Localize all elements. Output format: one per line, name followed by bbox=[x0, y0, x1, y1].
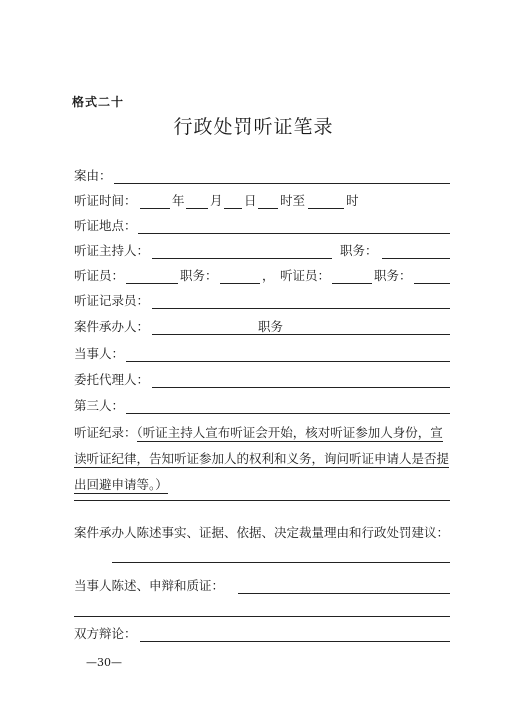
document-title: 行政处罚听证笔录 bbox=[173, 116, 334, 138]
case-handler-row bbox=[74, 317, 454, 337]
party-statement-field[interactable] bbox=[238, 593, 450, 594]
debate-field[interactable] bbox=[140, 641, 450, 642]
case-handler-position-label: 职务 bbox=[258, 319, 284, 334]
debate-label: 双方辩论： bbox=[74, 626, 137, 641]
officer2-field[interactable] bbox=[332, 283, 372, 284]
third-party-label: 第三人： bbox=[74, 398, 125, 413]
party-label: 当事人： bbox=[74, 346, 125, 361]
officer1-field[interactable] bbox=[126, 283, 178, 284]
hearing-record-label: 听证纪录： bbox=[74, 425, 137, 440]
host-field[interactable] bbox=[152, 258, 332, 259]
handler-statement-label: 案件承办人陈述事实、证据、依据、决定裁量理由和行政处罚建议： bbox=[74, 525, 450, 540]
officer2-label: 听证员： bbox=[280, 268, 331, 283]
start-hour-field[interactable] bbox=[258, 208, 278, 209]
officer1-position-field[interactable] bbox=[220, 283, 260, 284]
officer2-position-field[interactable] bbox=[414, 283, 450, 284]
case-handler-label: 案件承办人： bbox=[74, 319, 150, 334]
end-hour-field[interactable] bbox=[308, 208, 344, 209]
location-row bbox=[74, 216, 454, 236]
location-label: 听证地点： bbox=[74, 218, 137, 233]
month-field[interactable] bbox=[186, 208, 208, 209]
hour-unit: 时 bbox=[346, 193, 359, 208]
recorder-label: 听证记录员： bbox=[74, 293, 150, 308]
party-field[interactable] bbox=[126, 361, 450, 362]
host-position-field[interactable] bbox=[382, 258, 450, 259]
handler-statement-block bbox=[74, 520, 449, 546]
officer2-position-label: 职务： bbox=[374, 268, 412, 283]
party-row bbox=[74, 344, 454, 364]
third-party-row bbox=[74, 396, 454, 416]
debate-row bbox=[74, 624, 454, 644]
case-reason-label: 案由： bbox=[74, 168, 112, 183]
officer1-label: 听证员： bbox=[74, 268, 125, 283]
location-field[interactable] bbox=[138, 233, 450, 234]
month-unit: 月 bbox=[210, 193, 223, 208]
day-field[interactable] bbox=[224, 208, 242, 209]
year-field[interactable] bbox=[140, 208, 170, 209]
host-label: 听证主持人： bbox=[74, 243, 150, 258]
host-row bbox=[74, 241, 454, 261]
page-number: —30— bbox=[86, 656, 122, 669]
recorder-field[interactable] bbox=[152, 308, 450, 309]
day-unit: 日 bbox=[244, 193, 257, 208]
party-statement-label: 当事人陈述、申辩和质证： bbox=[74, 578, 225, 593]
host-position-label: 职务： bbox=[340, 243, 378, 258]
case-reason-field[interactable] bbox=[114, 183, 450, 184]
year-unit: 年 bbox=[172, 193, 185, 208]
recorder-row bbox=[74, 291, 454, 311]
agent-row bbox=[74, 370, 454, 390]
officer-separator: ， bbox=[262, 268, 275, 283]
case-handler-field[interactable] bbox=[152, 334, 450, 335]
hearing-record-instructions: （听证主持人宣布听证会开始，核对听证参加人身份，宣读听证纪律，告知听证参加人的权利和义务，询问听证申请人是否提出回避申请等。） bbox=[74, 425, 450, 492]
format-label: 格式二十 bbox=[72, 95, 125, 109]
third-party-field[interactable] bbox=[126, 413, 450, 414]
record-blank-line-1[interactable] bbox=[74, 500, 450, 501]
hour-to-unit: 时至 bbox=[280, 193, 306, 208]
officer1-position-label: 职务： bbox=[180, 268, 218, 283]
hearing-time-label: 听证时间： bbox=[74, 193, 137, 208]
officers-row bbox=[74, 266, 454, 286]
agent-label: 委托代理人： bbox=[74, 372, 150, 387]
party-statement-line-2[interactable] bbox=[74, 616, 450, 617]
hearing-record-block bbox=[74, 420, 449, 498]
case-reason-row bbox=[74, 166, 454, 186]
party-statement-row bbox=[74, 576, 454, 596]
hearing-time-row bbox=[74, 191, 454, 211]
handler-statement-line-1[interactable] bbox=[112, 562, 450, 563]
agent-field[interactable] bbox=[152, 387, 450, 388]
